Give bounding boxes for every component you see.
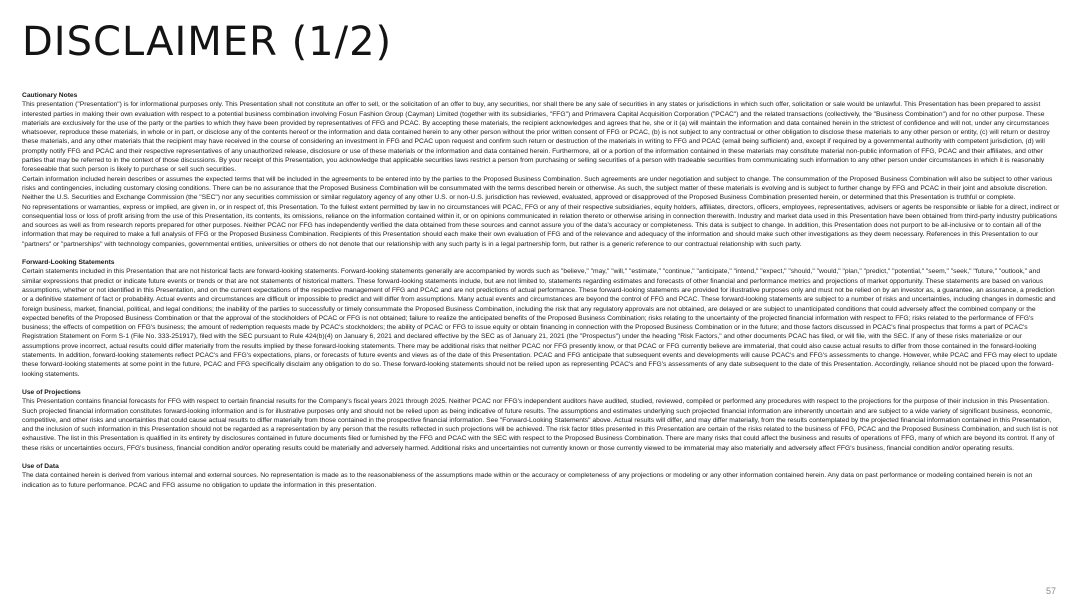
section-forward-looking-statements	[22, 258, 1060, 379]
section-cautionary-notes	[22, 91, 1060, 249]
section-heading: Use of Data	[22, 462, 59, 470]
section-heading: Forward-Looking Statements	[22, 259, 115, 267]
section-use-of-projections	[22, 388, 1060, 453]
paragraph: This Presentation contains financial forecasts for FFG with respect to certain financial results for the Company's fiscal years 2021 through 2025. Neither PCAC nor FFG's independent auditors have audited, studied, reviewed, compiled or performed any procedures with respect to the projections for the purpose of their inclusion in this Presentation. Such projected financial information constitutes forward-looking information and is for illustrative purposes only and should not be relied upon as being indicative of future results. The assumptions and estimates underlying such projected financial information are inherently uncertain and are subject to a wide variety of significant business, economic, competitive, and other risks and uncertainties that could cause actual results to differ materially from those contained in the prospective financial information. See "Forward-Looking Statements" above. Actual results will differ, and may differ materially, from the results contemplated by the projected financial information contained in this Presentation, and the inclusion of such information in this Presentation should not be regarded as a representation by any person that the results reflected in such projections will be achieved. The risk factor titles presented in this Presentation are certain of the risks related to the business of FFG, PCAC and the Proposed Business Combination, and such list is not exhaustive. The list in this Presentation is qualified in its entirety by disclosures contained in future documents filed or furnished by the FFG and PCAC with the SEC with respect to the Proposed Business Combination. There are many risks that could affect the business and results of operations of FFG, many of which are beyond its control. If any of these risks or uncertainties occurs, FFG's business, financial condition and/or operating results could be materially and adversely harmed. Additional risks and uncertainties not currently known or those currently viewed to be immaterial may also materially and adversely affect FFG's business, financial condition and/or operating results.	[22, 398, 1058, 452]
page-number: 57	[1045, 586, 1056, 596]
section-heading: Use of Projections	[22, 388, 81, 396]
paragraph: Certain statements included in this Presentation that are not historical facts are forward-looking statements. Forward-looking statements generally are accompanied by words such as "believe," "may," "will," "estimate," "continue," "anticipate," "intend," "expect," "should," "would," "plan," "predict," "potential," "seem," "seek," "future," "outlook," and similar expressions that predict or indicate future events or trends or that are not statements of historical matters. These forward-looking statements include, but are not limited to, statements regarding estimates and forecasts of other financial and performance metrics and projections of market opportunity. These statements are based on various assumptions, whether or not identified in this Presentation, and on the current expectations of the respective management of FFG and PCAC and are not predictions of actual performance. These forward-looking statements are provided for illustrative purposes only and must not be relied on by an investor as, a guarantee, an assurance, a prediction or a definitive statement of fact or probability. Actual events and circumstances are difficult or impossible to predict and will differ from assumptions. Many actual events and circumstances are beyond the control of FFG and PCAC. These forward-looking statements are subject to a number of risks and uncertainties, including changes in domestic and foreign business, market, financial, political, and legal conditions; the inability of the parties to successfully or timely consummate the Proposed Business Combination, including the risk that any regulatory approvals are not obtained, are delayed or are subject to unanticipated conditions that could adversely affect the combined company or the expected benefits of the Proposed Business Combination or that the approval of the stockholders of PCAC or FFG is not obtained; failure to realize the anticipated benefits of the Proposed Business Combination; risks relating to the uncertainty of the projected financial information with respect to FFG; risks related to the performance of FFG's business; the effects of competition on FFG's business; the amount of redemption requests made by PCAC's stockholders; the ability of PCAC or FFG to issue equity or obtain financing in connection with the Proposed Business Combination or in the future; and those factors discussed in PCAC's final prospectus that forms a part of PCAC's Registration Statement on Form S-1 (File No. 333-251917), filed with the SEC pursuant to Rule 424(b)(4) on January 6, 2021 and declared effective by the SEC as of January 21, 2021 (the "Prospectus") under the heading "Risk Factors," and other documents PCAC has filed, or will file, with the SEC. If any of these risks materialize or our assumptions prove incorrect, actual results could differ materially from the results implied by these forward-looking statements. There may be additional risks that neither PCAC nor FFG presently know, or that PCAC or FFG currently believe are immaterial, that could also cause actual results to differ from those contained in the forward-looking statements. In addition, forward-looking statements reflect PCAC's and FFG's expectations, plans, or forecasts of future events and views as of the date of this Presentation. PCAC and FFG anticipate that subsequent events and developments will cause PCAC's and FFG's assessments to change. However, while PCAC and FFG may elect to update these forward-looking statements at some point in the future, PCAC and FFG specifically disclaim any obligation to do so. These forward-looking statements should not be relied upon as representing PCAC's and FFG's assessments of any date subsequent to the date of this Presentation. Accordingly, reliance should not be placed upon the forward-looking statements.	[22, 268, 1058, 378]
section-heading: Cautionary Notes	[22, 92, 78, 99]
paragraph: Certain information included herein describes or assumes the expected terms that will be included in the agreements to be entered into by the parties to the Proposed Business Combination. Such agreements are under negotiation and subject to change. The consummation of the Proposed Business Combination will also be subject to other various risks and contingencies, including customary closing conditions. There can be no assurance that the Proposed Business Combination will be consummated with the terms described herein or otherwise. As such, the subject matter of these materials is evolving and is subject to further change by FFG and PCAC in their joint and absolute discretion. Neither the U.S. Securities and Exchange Commission (the "SEC") nor any securities commission or similar regulatory agency of any other U.S. or non-U.S. jurisdiction has reviewed, evaluated, approved or disapproved of the Proposed Business Combination presented herein, or determined that this Presentation is truthful or complete.	[22, 175, 1053, 202]
paragraph: This presentation ("Presentation") is for informational purposes only. This Presentation shall not constitute an offer to sell, or the solicitation of an offer to buy, any securities, nor shall there be any sale of securities in any states or jurisdictions in which such offer, solicitation or sale would be unlawful. This Presentation has been prepared to assist interested parties in making their own evaluation with respect to a potential business combination involving Fosun Fashion Group (Cayman) Limited (together with its subsidiaries, "FFG") and Primavera Capital Acquisition Corporation ("PCAC") and the related transactions (collectively, the "Business Combination") and for no other purpose. These materials are exclusively for the use of the party or the parties to which they have been provided by representatives of FFG and PCAC. By accepting these materials, the recipient acknowledges and agrees that he, she or it (a) will maintain the information and data contained herein in the strictest of confidence and will not, under any circumstances whatsoever, reproduce these materials, in whole or in part, or disclose any of the contents hereof or the information and data contained herein to any other person without the prior written consent of FFG or PCAC, (b) is not subject to any contractual or other obligation to disclose these materials to any other person or entity, (c) will return or destroy these materials, and any other materials that the recipient may have received in the course of considering an investment in FFG and PCAC upon request and confirm such return or destruction of the materials in writing to FFG and PCAC (email being sufficient) and, except if required by a governmental authority with competent jurisdiction, (d) will promptly notify FFG and PCAC and their respective representatives of any unauthorized release, disclosure or use of these materials or the information and data contained herein. Furthermore, all or a portion of the information contained in these materials may constitute material non-public information of FFG, PCAC and their affiliates, and other parties that may be referred to in the context of those discussions. By your receipt of this Presentation, you acknowledge that applicable securities laws restrict a person from purchasing or selling securities of a person with tradeable securities from communicating such information to any other person under circumstances in which it is reasonably foreseeable that such person is likely to purchase or sell such securities.	[22, 101, 1050, 174]
page-title: DISCLAIMER (1/2)	[22, 19, 393, 65]
section-use-of-data	[22, 462, 1060, 490]
paragraph: The data contained herein is derived from various internal and external sources. No representation is made as to the reasonableness of the assumptions made within or the accuracy or completeness of any projections or modeling or any other information contained herein. Any data on past performance or modeling contained herein is not an indication as to future performance. PCAC and FFG assume no obligation to update the information in this presentation.	[22, 472, 1033, 489]
disclaimer-body	[22, 91, 1060, 499]
paragraph: No representations or warranties, express or implied, are given in, or in respect of, this Presentation. To the fullest extent permitted by law in no circumstances will PCAC, FFG or any of their respective subsidiaries, equity holders, affiliates, directors, officers, employees, representatives, advisers or agents be responsible or liable for a direct, indirect or consequential loss or loss of profit arising from the use of this Presentation, its contents, its omissions, reliance on the information contained within it, or on opinions communicated in relation thereto or otherwise arising in connection therewith. Industry and market data used in this Presentation have been obtained from third-party industry publications and sources as well as from research reports prepared for other purposes. Neither PCAC nor FFG has independently verified the data obtained from these sources and cannot assure you of the data's accuracy or completeness. This data is subject to change. In addition, this Presentation does not purport to be all-inclusive or to contain all of the information that may be required to make a full analysis of FFG or the Proposed Business Combination. Recipients of this Presentation should each make their own evaluation of FFG and of the relevance and adequacy of the information and should make such other investigations as they deem necessary. References in this Presentation to our "partners" or "partnerships" with technology companies, governmental entities, universities or others do not denote that our relationship with any such party is in a legal partnership form, but rather is a generic reference to our contractual relationship with such party.	[22, 203, 1060, 248]
